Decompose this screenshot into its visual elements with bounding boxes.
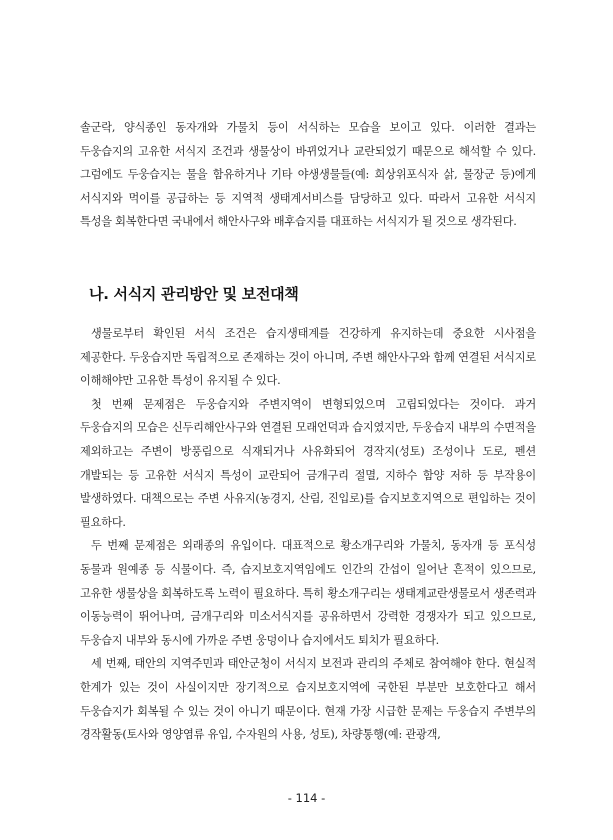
body-paragraph: 세 번째, 태안의 지역주민과 태안군청이 서식지 보전과 관리의 주체로 참여해야 한다. 현실적 한계가 있는 것이 사실이지만 장기적으로 습지보호지역에 국한된 부분만 보호한다고 해서 두웅습지가 회복될 수 있는 것이 아니기 때문이다. 현재 가장 시급한 문제는 두웅습지 주변부의 경작활동(토사와 영양염류 유입, 수자원의 사용, 성토), 차량통행(예: 관광객, bbox=[80, 657, 536, 742]
main-text-block bbox=[80, 322, 536, 747]
body-paragraph: 두 번째 문제점은 외래종의 유입이다. 대표적으로 황소개구리와 가물치, 동자개 등 포식성 동물과 원예종 등 식물이다. 즉, 습지보호지역임에도 인간의 간섭이 일어난 흔적이 있으므로, 고유한 생물상을 회복하도록 노력이 필요하다. 특히 황소개구리는 생태계교란생물로서 생존력과 이동능력이 뛰어나며, 금개구리와 미소서식지를 공유하면서 강력한 경쟁자가 되고 있으므로, 두웅습지 내부와 동시에 가까운 주변 웅덩이나 습지에서도 퇴치가 필요하다. bbox=[80, 539, 536, 647]
body-paragraph: 솔군락, 양식종인 동자개와 가물치 등이 서식하는 모습을 보이고 있다. 이러한 결과는 두웅습지의 고유한 서식지 조건과 생물상이 바뀌었거나 교란되었기 때문으로 해석할 수 있다. 그럼에도 두웅습지는 물을 함유하거나 기타 야생생물들(예: 희상위포식자 삵, 물장군 등)에게 서식지와 먹이를 공급하는 등 지역적 생태계서비스를 담당하고 있다. 따라서 고유한 서식지 특성을 회복한다면 국내에서 해안사구와 배후습지를 대표하는 서식지가 될 것으로 생각된다. bbox=[80, 121, 536, 229]
section-heading: 나. 서식지 관리방안 및 보전대책 bbox=[89, 285, 299, 303]
page-number: - 114 - bbox=[287, 791, 326, 805]
body-paragraph: 첫 번째 문제점은 두웅습지와 주변지역이 변형되었으며 고립되었다는 것이다. 과거 두웅습지의 모습은 신두리해안사구와 연결된 모래언덕과 습지였지만, 두웅습지 내부의 수면적을 제외하고는 주변이 방풍림으로 식재되거나 사유화되어 경작지(성토) 조성이나 도로, 펜션 개발되는 등 고유한 서식지 특성이 교란되어 금개구리 절멸, 지하수 함양 저하 등 부작용이 발생하였다. 대책으로는 주변 사유지(농경지, 산림, 진입로)를 습지보호지역으로 편입하는 것이 필요하다. bbox=[80, 397, 536, 529]
intro-text-block bbox=[80, 116, 536, 234]
body-paragraph: 생물로부터 확인된 서식 조건은 습지생태계를 건강하게 유지하는데 중요한 시사점을 제공한다. 두웅습지만 독립적으로 존재하는 것이 아니며, 주변 해안사구와 함께 연결된 서식지로 이해해야만 고유한 특성이 유지될 수 있다. bbox=[80, 327, 536, 388]
